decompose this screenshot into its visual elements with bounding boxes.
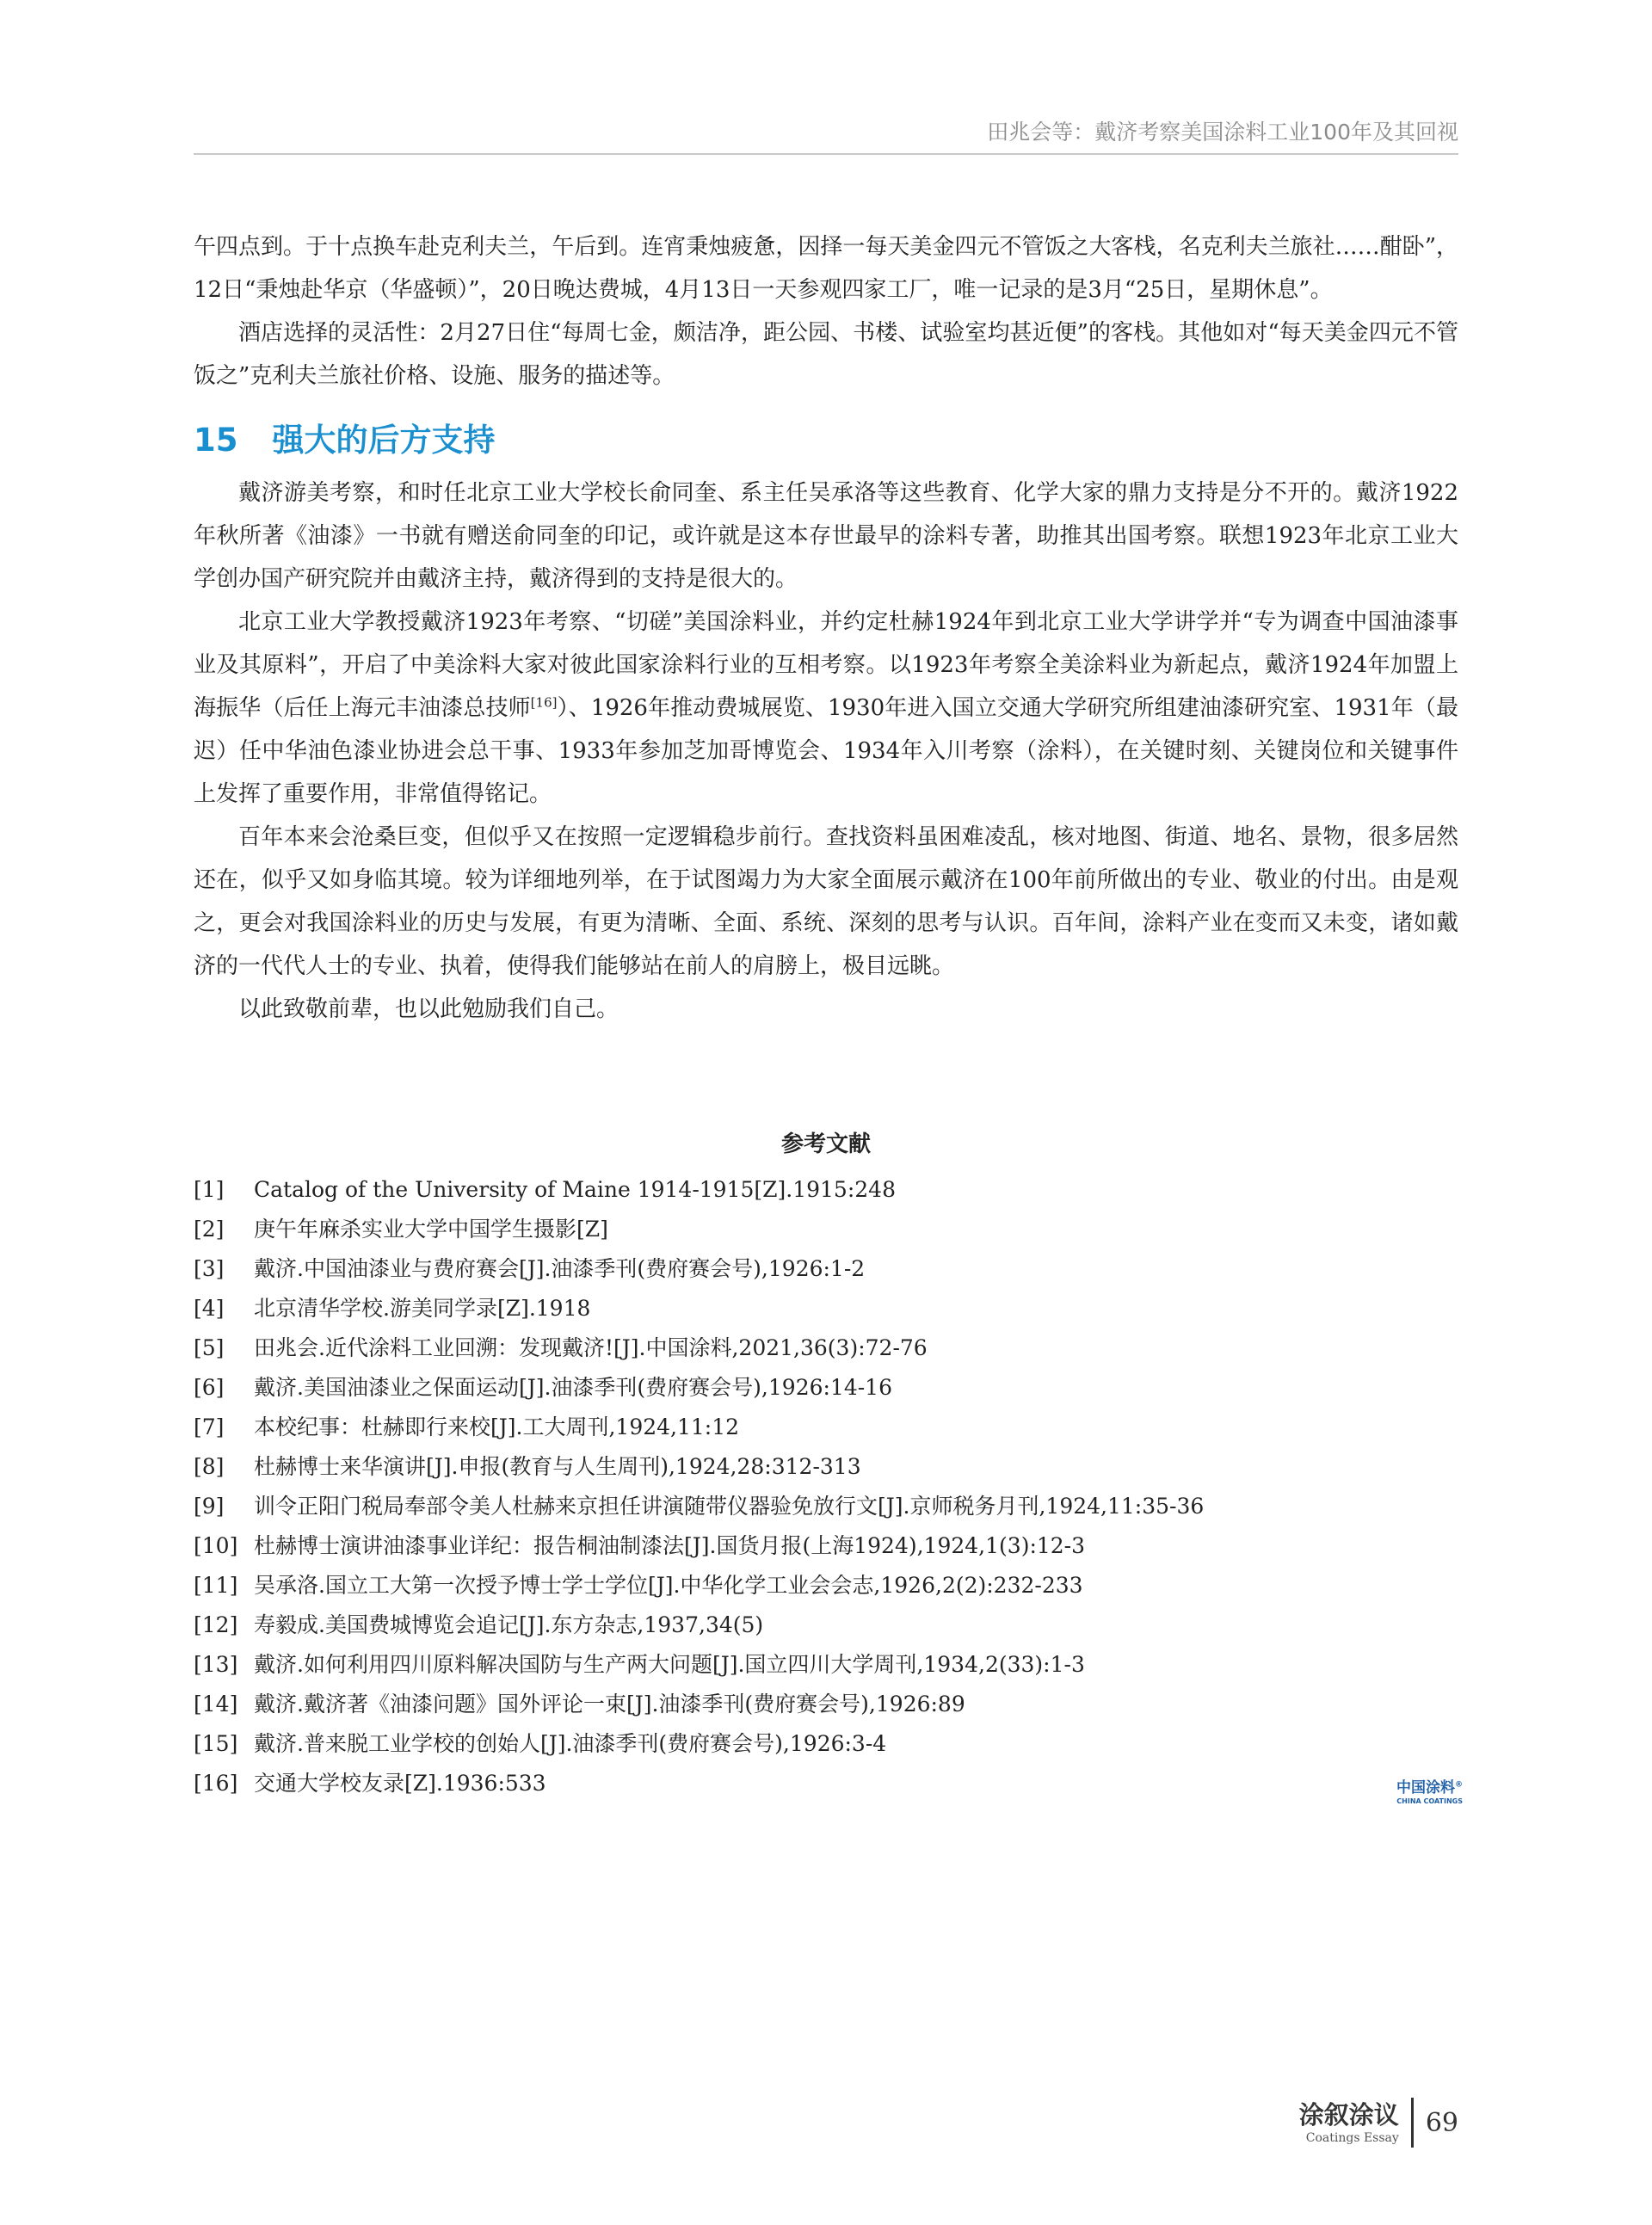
column-name-cn: 涂叙涂议	[1298, 2100, 1399, 2129]
references-section	[194, 1125, 1458, 1803]
reference-item	[194, 1645, 1458, 1685]
reference-text: 训令正阳门税局奉部令美人杜赫来京担任讲演随带仪器验免放行文[J].京师税务月刊,1924,11:35-36	[254, 1494, 1205, 1519]
running-title: 田兆会等：戴济考察美国涂料工业100年及其回视	[987, 120, 1458, 145]
reference-number: [11]	[194, 1573, 238, 1598]
reference-item	[194, 1249, 1458, 1289]
reference-number: [3]	[194, 1256, 225, 1281]
reference-text: 庚午年麻杀实业大学中国学生摄影[Z]	[254, 1217, 608, 1242]
reference-text: 戴济.如何利用四川原料解决国防与生产两大问题[J].国立四川大学周刊,1934,2(33):1-3	[254, 1652, 1085, 1677]
brand-name-en: CHINA COATINGS	[1396, 1797, 1463, 1805]
paragraph-support-1: 戴济游美考察，和时任北京工业大学校长俞同奎、系主任吴承洛等这些教育、化学大家的鼎力支持是分不开的。戴济1922年秋所著《油漆》一书就有赠送俞同奎的印记，或许就是这本存世最早的涂料专著，助推其出国考察。联想1923年北京工业大学创办国产研究院并由戴济主持，戴济得到的支持是很大的。	[194, 480, 1458, 592]
reference-number: [2]	[194, 1217, 225, 1242]
reference-text: 交通大学校友录[Z].1936:533	[254, 1771, 546, 1796]
reference-text: 杜赫博士演讲油漆事业详纪：报告桐油制漆法[J].国货月报(上海1924),1924,1(3):12-3	[254, 1533, 1086, 1558]
reference-text: Catalog of the University of Maine 1914-1915[Z].1915:248	[254, 1177, 896, 1202]
reference-item	[194, 1606, 1458, 1645]
paragraph-support-2-part-a: 北京工业大学教授戴济1923年考察、“切磋”美国涂料业，并约定杜赫1924年到北京工业大学讲学并“专为调查中国油漆事业及其原料”，开启了中美涂料大家对彼此国家涂料行业的互相考察。以1923年考察全美涂料业为新起点，戴济1924年加盟上海振华（后任上海元丰油漆总技师	[194, 609, 1458, 721]
reference-item	[194, 1447, 1458, 1487]
reference-text: 寿毅成.美国费城博览会追记[J].东方杂志,1937,34(5)	[254, 1612, 764, 1637]
reference-text: 杜赫博士来华演讲[J].申报(教育与人生周刊),1924,28:312-313	[254, 1454, 861, 1479]
reference-text: 戴济.戴济著《油漆问题》国外评论一束[J].油漆季刊(费府赛会号),1926:89	[254, 1692, 965, 1717]
reference-text: 戴济.中国油漆业与费府赛会[J].油漆季刊(费府赛会号),1926:1-2	[254, 1256, 866, 1281]
reference-item	[194, 1210, 1458, 1249]
reference-text: 吴承洛.国立工大第一次授予博士学士学位[J].中华化学工业会会志,1926,2(2):232-233	[254, 1573, 1083, 1598]
page-footer	[1299, 2098, 1458, 2148]
brand-name-cn: 中国涂料	[1396, 1779, 1455, 1797]
reference-text: 戴济.普来脱工业学校的创始人[J].油漆季刊(费府赛会号),1926:3-4	[254, 1731, 887, 1756]
reference-number: [6]	[194, 1375, 225, 1400]
reference-item	[194, 1685, 1458, 1724]
reference-item	[194, 1289, 1458, 1328]
reference-item	[194, 1526, 1458, 1566]
registered-mark: ®	[1455, 1780, 1463, 1790]
references-title: 参考文献	[780, 1131, 871, 1157]
paragraph-support-2	[194, 601, 1458, 816]
reference-number: [7]	[194, 1415, 225, 1439]
paragraph-tribute: 以此致敬前辈，也以此勉励我们自己。	[238, 996, 620, 1022]
reference-number: [5]	[194, 1335, 225, 1360]
section-title: 强大的后方支持	[272, 422, 496, 459]
paragraph-closing: 百年本来会沧桑巨变，但似乎又在按照一定逻辑稳步前行。查找资料虽困难凌乱，核对地图、街道、地名、景物，很多居然还在，似乎又如身临其境。较为详细地列举，在于试图竭力为大家全面展示戴济在100年前所做出的专业、敬业的付出。由是观之，更会对我国涂料业的历史与发展，有更为清晰、全面、系统、深刻的思考与认识。百年间，涂料产业在变而又未变，诸如戴济的一代代人士的专业、执着，使得我们能够站在前人的肩膀上，极目远眺。	[194, 824, 1458, 979]
reference-number: [14]	[194, 1692, 238, 1717]
reference-text: 田兆会.近代涂料工业回溯：发现戴济![J].中国涂料,2021,36(3):72-76	[254, 1335, 928, 1360]
reference-number: [8]	[194, 1454, 225, 1479]
reference-list	[194, 1170, 1458, 1803]
reference-item	[194, 1724, 1458, 1764]
paragraph-continued: 午四点到。于十点换车赴克利夫兰，午后到。连宵秉烛疲惫，因择一每天美金四元不管饭之大客栈，名克利夫兰旅社……酣卧”，12日“秉烛赴华京（华盛顿）”，20日晚达费城，4月13日一天参观四家工厂，唯一记录的是3月“25日，星期休息”。	[194, 234, 1458, 303]
paragraph-support-2-part-b: ）、1926年推动费城展览、1930年进入国立交通大学研究所组建油漆研究室、1931年（最迟）任中华油色漆业协进会总干事、1933年参加芝加哥博览会、1934年入川考察（涂料），在关键时刻、关键岗位和关键事件上发挥了重要作用，非常值得铭记。	[194, 695, 1458, 807]
page-number: 69	[1425, 2107, 1458, 2138]
reference-item	[194, 1566, 1458, 1606]
article-body	[194, 225, 1458, 1031]
reference-item	[194, 1764, 1458, 1803]
reference-number: [16]	[194, 1771, 238, 1796]
column-name	[1299, 2099, 1411, 2146]
reference-item	[194, 1368, 1458, 1408]
running-head	[194, 112, 1458, 155]
paragraph-hotel: 酒店选择的灵活性：2月27日住“每周七金，颇洁净，距公园、书楼、试验室均甚近便”的客栈。其他如对“每天美金四元不管饭之”克利夫兰旅社价格、设施、服务的描述等。	[194, 320, 1458, 389]
section-heading	[194, 420, 1458, 461]
reference-number: [15]	[194, 1731, 238, 1756]
reference-item	[194, 1328, 1458, 1368]
reference-item	[194, 1487, 1458, 1526]
column-name-en: Coatings Essay	[1305, 2131, 1399, 2145]
reference-text: 本校纪事：杜赫即行来校[J].工大周刊,1924,11:12	[254, 1415, 740, 1439]
reference-text: 北京清华学校.游美同学录[Z].1918	[254, 1296, 591, 1321]
reference-number: [1]	[194, 1177, 225, 1202]
reference-number: [10]	[194, 1533, 238, 1558]
reference-number: [13]	[194, 1652, 238, 1677]
citation-superscript: [16]	[530, 694, 558, 711]
reference-text: 戴济.美国油漆业之保面运动[J].油漆季刊(费府赛会号),1926:14-16	[254, 1375, 892, 1400]
brand-logo	[1385, 1779, 1463, 1807]
reference-number: [4]	[194, 1296, 225, 1321]
section-number: 15	[194, 422, 238, 459]
reference-number: [12]	[194, 1612, 238, 1637]
reference-number: [9]	[194, 1494, 225, 1519]
reference-item	[194, 1408, 1458, 1447]
reference-item	[194, 1170, 1458, 1210]
